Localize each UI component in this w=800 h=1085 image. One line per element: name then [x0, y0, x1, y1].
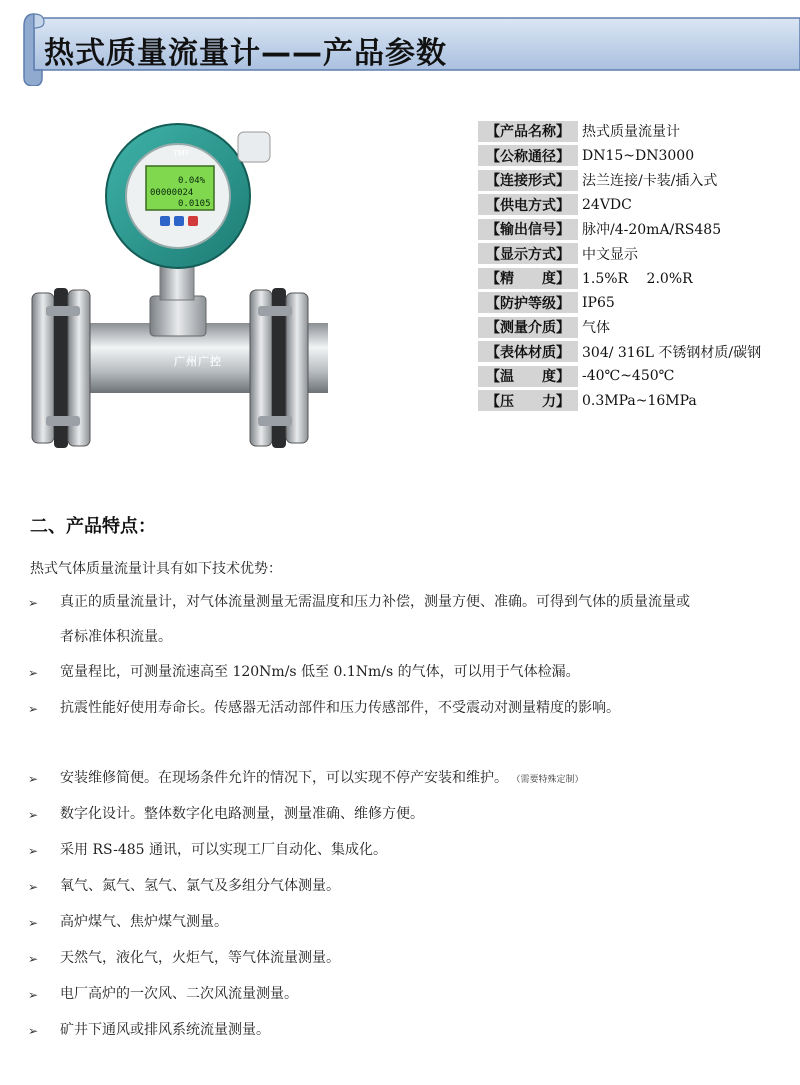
- spec-row: [478, 193, 798, 218]
- spec-label: 【测量介质】: [478, 317, 578, 338]
- spec-label: 【供电方式】: [478, 194, 578, 215]
- spec-row: [478, 315, 798, 340]
- title-banner: [20, 6, 800, 86]
- spec-label: 【防护等级】: [478, 292, 578, 313]
- spec-row: [478, 217, 798, 242]
- feature-text-block: [60, 585, 700, 664]
- spec-row: [478, 266, 798, 291]
- feature-list: [28, 594, 788, 1058]
- spec-row: [478, 389, 798, 414]
- lcd-line-2: 00000024: [150, 188, 194, 198]
- feature-note: （需要特殊定制）: [516, 775, 584, 785]
- spec-label: 【显示方式】: [478, 243, 578, 264]
- spec-value: 中文显示: [582, 246, 638, 263]
- spec-value: 1.5%R 2.0%R: [582, 271, 693, 288]
- feature-text-block: [60, 691, 700, 770]
- feature-text: 宽量程比，可测量流速高至 120Nm/s 低至 0.1Nm/s 的气体，可以用于气体检漏。: [60, 664, 580, 680]
- feature-item: [28, 1022, 788, 1058]
- arrow-bullet-icon: ➢: [28, 772, 39, 786]
- arrow-bullet-icon: ➢: [28, 808, 39, 822]
- spec-value: 24VDC: [582, 196, 632, 213]
- spec-value: 304/ 316L 不锈钢材质/碳钢: [582, 344, 762, 361]
- spec-label: 【输出信号】: [478, 219, 578, 240]
- lcd-brand-label: TMF: [173, 149, 190, 158]
- spec-label: 【产品名称】: [478, 121, 578, 142]
- spec-label: 【连接形式】: [478, 170, 578, 191]
- spec-value: 法兰连接/卡装/插入式: [582, 173, 718, 190]
- spec-row: [478, 340, 798, 365]
- lcd-line-3: 0.0105: [178, 199, 211, 209]
- section-title: 二、产品特点：: [30, 516, 156, 537]
- spec-label: 【精 度】: [478, 268, 578, 289]
- spec-value: 0.3MPa~16MPa: [582, 392, 697, 409]
- arrow-bullet-icon: ➢: [28, 880, 39, 894]
- feature-text: 数字化设计。整体数字化电路测量，测量准确、维修方便。: [60, 806, 424, 822]
- spec-value: 热式质量流量计: [582, 124, 680, 141]
- spec-label: 【压 力】: [478, 390, 578, 411]
- spec-row: [478, 168, 798, 193]
- arrow-bullet-icon: ➢: [28, 596, 39, 610]
- arrow-bullet-icon: ➢: [28, 666, 39, 680]
- spec-value: -40℃~450℃: [582, 368, 675, 385]
- arrow-bullet-icon: ➢: [28, 988, 39, 1002]
- spec-label: 【公称通径】: [478, 145, 578, 166]
- features-intro: 热式气体质量流量计具有如下技术优势：: [30, 561, 282, 577]
- feature-text: 安装维修简便。在现场条件允许的情况下，可以实现不停产安装和维护。: [60, 770, 508, 786]
- spec-value: 气体: [582, 320, 610, 337]
- feature-text: 矿井下通风或排风系统流量测量。: [60, 1022, 270, 1038]
- feature-text: 采用 RS-485 通讯，可以实现工厂自动化、集成化。: [60, 842, 387, 858]
- feature-text: 电厂高炉的一次风、二次风流量测量。: [60, 986, 298, 1002]
- spec-value: DN15~DN3000: [582, 147, 695, 164]
- lcd-line-1: 0.04%: [178, 176, 206, 186]
- arrow-bullet-icon: ➢: [28, 916, 39, 930]
- feature-item: [28, 700, 788, 770]
- feature-text: 高炉煤气、焦炉煤气测量。: [60, 914, 228, 930]
- flowmeter-illustration: [28, 108, 358, 458]
- feature-text: 抗震性能好使用寿命长。传感器无活动部件和压力传感部件，不受震动对测量精度的影响。: [60, 700, 620, 716]
- feature-text: 氧气、氮气、氢气、氯气及多组分气体测量。: [60, 878, 340, 894]
- feature-text: 天然气，液化气，火炬气，等气体流量测量。: [60, 950, 340, 966]
- watermark: 广州广控: [174, 355, 222, 368]
- spec-row: [478, 144, 798, 169]
- arrow-bullet-icon: ➢: [28, 844, 39, 858]
- spec-table: [478, 119, 798, 413]
- spec-label: 【表体材质】: [478, 341, 578, 362]
- feature-text: 真正的质量流量计，对气体流量测量无需温度和压力补偿，测量方便、准确。可得到气体的质量流量或者标准体积流量。: [60, 594, 690, 645]
- spec-row: [478, 364, 798, 389]
- feature-text-block: [60, 1013, 700, 1058]
- arrow-bullet-icon: ➢: [28, 702, 39, 716]
- arrow-bullet-icon: ➢: [28, 1024, 39, 1038]
- flowmeter-image: [28, 108, 358, 458]
- spec-row: [478, 242, 798, 267]
- spec-value: 脉冲/4-20mA/RS485: [582, 222, 722, 239]
- spec-row: [478, 119, 798, 144]
- spec-row: [478, 291, 798, 316]
- feature-item: [28, 594, 788, 664]
- arrow-bullet-icon: ➢: [28, 952, 39, 966]
- page-title: 热式质量流量计——产品参数: [44, 36, 447, 71]
- spec-value: IP65: [582, 294, 615, 311]
- spec-label: 【温 度】: [478, 366, 578, 387]
